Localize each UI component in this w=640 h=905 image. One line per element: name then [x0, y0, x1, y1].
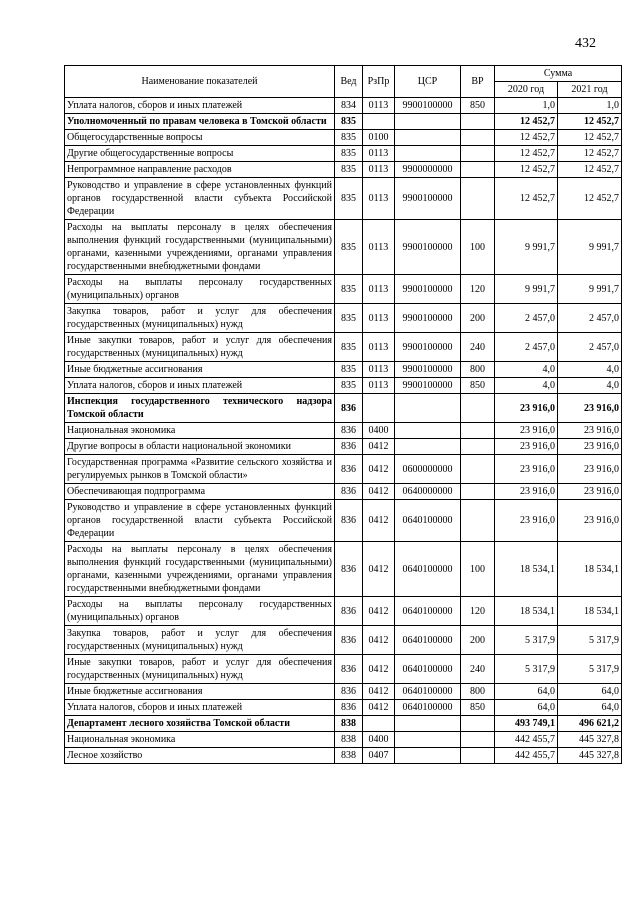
cell-vr: [461, 716, 495, 732]
cell-name: Расходы на выплаты персоналу в целях обеспечения выполнения функций государственными (муниципальными) органами, казенными учреждениями, органами управления государственными внебюджетными фондами: [65, 220, 335, 275]
cell-name: Национальная экономика: [65, 732, 335, 748]
table-row: [65, 162, 622, 178]
cell-rzpr: [363, 716, 395, 732]
cell-csr: 9900100000: [395, 275, 461, 304]
header-sum: Сумма: [495, 66, 622, 82]
cell-vr: [461, 178, 495, 220]
cell-name: Обеспечивающая подпрограмма: [65, 484, 335, 500]
cell-csr: 0640100000: [395, 597, 461, 626]
cell-csr: 0640100000: [395, 542, 461, 597]
cell-2020: 23 916,0: [495, 394, 558, 423]
cell-csr: 9900000000: [395, 162, 461, 178]
cell-csr: 0640100000: [395, 700, 461, 716]
cell-ved: 835: [335, 362, 363, 378]
cell-csr: [395, 423, 461, 439]
cell-csr: 9900100000: [395, 378, 461, 394]
cell-name: Закупка товаров, работ и услуг для обеспечения государственных (муниципальных) нужд: [65, 304, 335, 333]
cell-name: Уплата налогов, сборов и иных платежей: [65, 378, 335, 394]
cell-rzpr: 0400: [363, 732, 395, 748]
cell-2021: 4,0: [558, 378, 622, 394]
cell-2020: 12 452,7: [495, 146, 558, 162]
table-row: [65, 178, 622, 220]
cell-2021: 18 534,1: [558, 542, 622, 597]
cell-vr: [461, 423, 495, 439]
cell-name: Иные бюджетные ассигнования: [65, 684, 335, 700]
table-body: [65, 98, 622, 764]
cell-vr: 850: [461, 98, 495, 114]
cell-2020: 64,0: [495, 700, 558, 716]
table-row: [65, 655, 622, 684]
cell-name: Уплата налогов, сборов и иных платежей: [65, 98, 335, 114]
cell-vr: 800: [461, 362, 495, 378]
cell-csr: 9900100000: [395, 98, 461, 114]
cell-rzpr: 0407: [363, 748, 395, 764]
cell-vr: 200: [461, 626, 495, 655]
table-row: [65, 333, 622, 362]
table-row: [65, 114, 622, 130]
cell-ved: 835: [335, 146, 363, 162]
cell-rzpr: 0113: [363, 362, 395, 378]
cell-rzpr: 0412: [363, 597, 395, 626]
cell-name: Департамент лесного хозяйства Томской области: [65, 716, 335, 732]
cell-csr: [395, 716, 461, 732]
cell-csr: [395, 732, 461, 748]
cell-ved: 836: [335, 455, 363, 484]
cell-2020: 12 452,7: [495, 114, 558, 130]
header-ved: Вед: [335, 66, 363, 98]
cell-2021: 12 452,7: [558, 162, 622, 178]
cell-name: Закупка товаров, работ и услуг для обеспечения государственных (муниципальных) нужд: [65, 626, 335, 655]
cell-vr: 100: [461, 542, 495, 597]
cell-2020: 23 916,0: [495, 455, 558, 484]
cell-ved: 836: [335, 394, 363, 423]
cell-csr: [395, 114, 461, 130]
cell-ved: 835: [335, 130, 363, 146]
cell-rzpr: 0113: [363, 162, 395, 178]
cell-2021: 12 452,7: [558, 146, 622, 162]
table-row: [65, 700, 622, 716]
cell-csr: 0640100000: [395, 500, 461, 542]
cell-rzpr: 0412: [363, 500, 395, 542]
cell-name: Руководство и управление в сфере установленных функций органов государственной власти субъекта Российской Федерации: [65, 178, 335, 220]
cell-rzpr: 0412: [363, 455, 395, 484]
cell-2020: 493 749,1: [495, 716, 558, 732]
cell-rzpr: 0412: [363, 626, 395, 655]
cell-2021: 23 916,0: [558, 484, 622, 500]
cell-rzpr: 0113: [363, 98, 395, 114]
cell-2021: 12 452,7: [558, 130, 622, 146]
header-2021: 2021 год: [558, 82, 622, 98]
table-row: [65, 500, 622, 542]
budget-table: [64, 65, 622, 764]
cell-vr: [461, 114, 495, 130]
cell-name: Национальная экономика: [65, 423, 335, 439]
cell-vr: 120: [461, 275, 495, 304]
cell-2020: 12 452,7: [495, 130, 558, 146]
cell-name: Уполномоченный по правам человека в Томской области: [65, 114, 335, 130]
cell-2021: 496 621,2: [558, 716, 622, 732]
cell-rzpr: 0412: [363, 700, 395, 716]
cell-vr: 850: [461, 700, 495, 716]
cell-name: Лесное хозяйство: [65, 748, 335, 764]
cell-2020: 12 452,7: [495, 162, 558, 178]
cell-ved: 835: [335, 304, 363, 333]
cell-2021: 12 452,7: [558, 114, 622, 130]
table-row: [65, 484, 622, 500]
cell-vr: [461, 500, 495, 542]
cell-rzpr: 0113: [363, 178, 395, 220]
cell-2020: 12 452,7: [495, 178, 558, 220]
cell-vr: 200: [461, 304, 495, 333]
cell-vr: [461, 130, 495, 146]
cell-rzpr: 0412: [363, 684, 395, 700]
table-row: [65, 439, 622, 455]
cell-ved: 838: [335, 748, 363, 764]
cell-rzpr: 0412: [363, 542, 395, 597]
cell-rzpr: [363, 394, 395, 423]
cell-ved: 835: [335, 275, 363, 304]
cell-ved: 836: [335, 684, 363, 700]
table-row: [65, 542, 622, 597]
table-row: [65, 748, 622, 764]
cell-ved: 835: [335, 178, 363, 220]
cell-vr: [461, 394, 495, 423]
cell-vr: 850: [461, 378, 495, 394]
cell-csr: 0640100000: [395, 626, 461, 655]
cell-ved: 836: [335, 484, 363, 500]
cell-csr: [395, 439, 461, 455]
header-rzpr: РзПр: [363, 66, 395, 98]
cell-ved: 838: [335, 732, 363, 748]
cell-rzpr: 0113: [363, 304, 395, 333]
cell-name: Расходы на выплаты персоналу в целях обеспечения выполнения функций государственными (муниципальными) органами, казенными учреждениями, органами управления государственными внебюджетными фондами: [65, 542, 335, 597]
cell-vr: 120: [461, 597, 495, 626]
cell-ved: 835: [335, 220, 363, 275]
cell-name: Иные закупки товаров, работ и услуг для обеспечения государственных (муниципальных) нужд: [65, 655, 335, 684]
cell-2020: 64,0: [495, 684, 558, 700]
cell-2021: 4,0: [558, 362, 622, 378]
cell-rzpr: 0113: [363, 146, 395, 162]
cell-ved: 838: [335, 716, 363, 732]
cell-2021: 64,0: [558, 700, 622, 716]
cell-csr: 9900100000: [395, 178, 461, 220]
cell-rzpr: 0113: [363, 378, 395, 394]
cell-vr: 800: [461, 684, 495, 700]
cell-vr: [461, 748, 495, 764]
cell-rzpr: 0412: [363, 655, 395, 684]
table-row: [65, 146, 622, 162]
cell-2020: 2 457,0: [495, 304, 558, 333]
cell-rzpr: 0412: [363, 484, 395, 500]
cell-vr: 240: [461, 655, 495, 684]
cell-vr: [461, 455, 495, 484]
cell-2020: 442 455,7: [495, 748, 558, 764]
cell-2020: 5 317,9: [495, 655, 558, 684]
header-vr: ВР: [461, 66, 495, 98]
cell-name: Государственная программа «Развитие сельского хозяйства и регулируемых рынков в Томской области»: [65, 455, 335, 484]
cell-ved: 835: [335, 333, 363, 362]
cell-csr: 0640100000: [395, 655, 461, 684]
cell-ved: 836: [335, 597, 363, 626]
cell-name: Руководство и управление в сфере установленных функций органов государственной власти субъекта Российской Федерации: [65, 500, 335, 542]
table-row: [65, 716, 622, 732]
cell-ved: 836: [335, 439, 363, 455]
table-row: [65, 626, 622, 655]
cell-name: Расходы на выплаты персоналу государственных (муниципальных) органов: [65, 597, 335, 626]
table-row: [65, 597, 622, 626]
cell-ved: 834: [335, 98, 363, 114]
cell-vr: 100: [461, 220, 495, 275]
cell-2020: 18 534,1: [495, 597, 558, 626]
cell-2021: 9 991,7: [558, 220, 622, 275]
cell-2021: 12 452,7: [558, 178, 622, 220]
table-row: [65, 455, 622, 484]
cell-ved: 836: [335, 626, 363, 655]
cell-2021: 9 991,7: [558, 275, 622, 304]
page-number: 432: [575, 36, 596, 51]
cell-2020: 23 916,0: [495, 484, 558, 500]
cell-rzpr: 0113: [363, 220, 395, 275]
table-row: [65, 98, 622, 114]
cell-2021: 5 317,9: [558, 655, 622, 684]
cell-ved: 835: [335, 162, 363, 178]
cell-2021: 5 317,9: [558, 626, 622, 655]
cell-vr: [461, 146, 495, 162]
cell-ved: 835: [335, 114, 363, 130]
cell-csr: [395, 748, 461, 764]
cell-2020: 9 991,7: [495, 275, 558, 304]
cell-2020: 2 457,0: [495, 333, 558, 362]
table-row: [65, 275, 622, 304]
cell-2021: 445 327,8: [558, 732, 622, 748]
cell-csr: [395, 130, 461, 146]
cell-name: Расходы на выплаты персоналу государственных (муниципальных) органов: [65, 275, 335, 304]
cell-2021: 23 916,0: [558, 439, 622, 455]
cell-2021: 64,0: [558, 684, 622, 700]
cell-2020: 23 916,0: [495, 423, 558, 439]
cell-ved: 836: [335, 655, 363, 684]
cell-rzpr: 0400: [363, 423, 395, 439]
cell-ved: 835: [335, 378, 363, 394]
cell-2021: 2 457,0: [558, 304, 622, 333]
cell-name: Другие общегосударственные вопросы: [65, 146, 335, 162]
cell-vr: [461, 484, 495, 500]
cell-rzpr: 0100: [363, 130, 395, 146]
cell-name: Уплата налогов, сборов и иных платежей: [65, 700, 335, 716]
cell-csr: 9900100000: [395, 362, 461, 378]
cell-name: Иные закупки товаров, работ и услуг для обеспечения государственных (муниципальных) нужд: [65, 333, 335, 362]
cell-name: Другие вопросы в области национальной экономики: [65, 439, 335, 455]
cell-csr: 0600000000: [395, 455, 461, 484]
cell-2021: 23 916,0: [558, 394, 622, 423]
cell-vr: 240: [461, 333, 495, 362]
cell-vr: [461, 439, 495, 455]
header-name: Наименование показателей: [65, 66, 335, 98]
cell-csr: [395, 394, 461, 423]
table-row: [65, 732, 622, 748]
cell-2021: 23 916,0: [558, 455, 622, 484]
cell-rzpr: 0412: [363, 439, 395, 455]
table-row: [65, 362, 622, 378]
cell-ved: 836: [335, 423, 363, 439]
table-row: [65, 220, 622, 275]
cell-ved: 836: [335, 700, 363, 716]
cell-csr: 0640100000: [395, 684, 461, 700]
cell-csr: 0640000000: [395, 484, 461, 500]
cell-name: Иные бюджетные ассигнования: [65, 362, 335, 378]
cell-2020: 23 916,0: [495, 439, 558, 455]
cell-2020: 4,0: [495, 378, 558, 394]
cell-rzpr: 0113: [363, 333, 395, 362]
cell-rzpr: 0113: [363, 275, 395, 304]
cell-vr: [461, 732, 495, 748]
cell-ved: 836: [335, 542, 363, 597]
cell-2020: 4,0: [495, 362, 558, 378]
header-csr: ЦСР: [395, 66, 461, 98]
cell-name: Непрограммное направление расходов: [65, 162, 335, 178]
cell-2020: 18 534,1: [495, 542, 558, 597]
cell-2021: 18 534,1: [558, 597, 622, 626]
cell-2021: 23 916,0: [558, 500, 622, 542]
table-row: [65, 423, 622, 439]
cell-2020: 442 455,7: [495, 732, 558, 748]
table-row: [65, 304, 622, 333]
cell-name: Общегосударственные вопросы: [65, 130, 335, 146]
table-row: [65, 378, 622, 394]
cell-2020: 9 991,7: [495, 220, 558, 275]
cell-name: Инспекция государственного технического надзора Томской области: [65, 394, 335, 423]
table-row: [65, 684, 622, 700]
cell-2021: 1,0: [558, 98, 622, 114]
cell-2021: 445 327,8: [558, 748, 622, 764]
table-row: [65, 394, 622, 423]
cell-2020: 5 317,9: [495, 626, 558, 655]
cell-csr: 9900100000: [395, 304, 461, 333]
cell-csr: 9900100000: [395, 220, 461, 275]
cell-2021: 23 916,0: [558, 423, 622, 439]
header-2020: 2020 год: [495, 82, 558, 98]
cell-csr: 9900100000: [395, 333, 461, 362]
table-row: [65, 130, 622, 146]
cell-ved: 836: [335, 500, 363, 542]
cell-csr: [395, 146, 461, 162]
cell-2020: 23 916,0: [495, 500, 558, 542]
cell-2021: 2 457,0: [558, 333, 622, 362]
cell-vr: [461, 162, 495, 178]
cell-2020: 1,0: [495, 98, 558, 114]
cell-rzpr: [363, 114, 395, 130]
